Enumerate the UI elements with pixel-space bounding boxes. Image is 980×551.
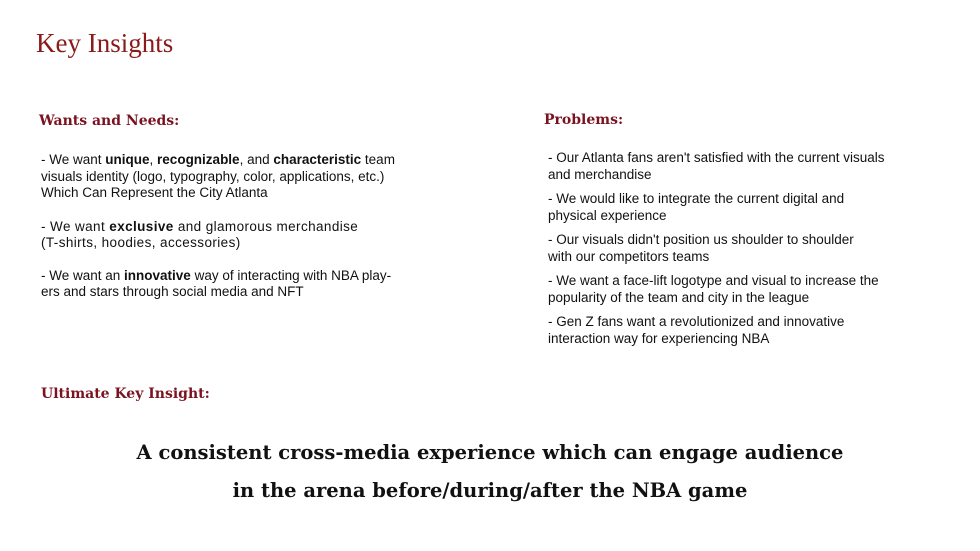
page-title: Key Insights	[36, 28, 174, 58]
text: - We want	[41, 218, 110, 234]
wants-heading: Wants and Needs:	[39, 113, 180, 129]
text: - Gen Z fans want a revolutionized and innovative	[548, 314, 845, 329]
text: - Our visuals didn't position us shoulder to shoulder	[548, 232, 854, 247]
text: - We want an	[41, 267, 125, 283]
wants-item	[41, 268, 471, 301]
problems-item	[548, 314, 948, 347]
insight-line-1: A consistent cross-media experience which can engage audience	[136, 441, 844, 464]
insight-line-2: in the arena before/during/after the NBA game	[232, 479, 748, 502]
ultimate-heading: Ultimate Key Insight:	[41, 386, 210, 402]
problems-item	[548, 232, 948, 265]
wants-list	[41, 152, 471, 301]
text: and merchandise	[548, 166, 652, 182]
text: way of interacting with NBA play-	[190, 267, 392, 283]
problems-list	[548, 150, 948, 347]
text: Which Can Represent the City Atlanta	[41, 185, 268, 200]
emphasis: exclusive	[109, 218, 174, 234]
text: physical experience	[548, 207, 667, 223]
text: - We want a face-lift logotype and visual to increase the	[548, 273, 879, 288]
text: - We want	[41, 152, 106, 167]
text: ers and stars through social media and NFT	[41, 284, 304, 299]
text: interaction way for experiencing NBA	[548, 330, 770, 346]
problems-item	[548, 273, 948, 306]
text: - Our Atlanta fans aren't satisfied with the current visuals	[548, 150, 885, 165]
text: visuals identity (logo, typography, color, applications, etc.)	[41, 168, 385, 184]
wants-item	[41, 152, 471, 202]
emphasis: characteristic	[273, 152, 362, 167]
text: , and	[239, 152, 274, 167]
text: ,	[149, 152, 158, 167]
text: with our competitors teams	[548, 248, 710, 264]
emphasis: innovative	[124, 267, 191, 283]
text: - We would like to integrate the current digital and	[548, 191, 845, 206]
emphasis: recognizable	[157, 152, 240, 167]
text: and glamorous merchandise	[173, 218, 359, 234]
emphasis: unique	[105, 152, 150, 167]
text: (T-shirts, hoodies, accessories)	[41, 235, 241, 250]
text: popularity of the team and city in the league	[548, 289, 810, 305]
problems-item	[548, 150, 948, 183]
problems-heading: Problems:	[544, 112, 624, 128]
wants-item	[41, 219, 471, 252]
text: team	[361, 152, 395, 167]
problems-item	[548, 191, 948, 224]
